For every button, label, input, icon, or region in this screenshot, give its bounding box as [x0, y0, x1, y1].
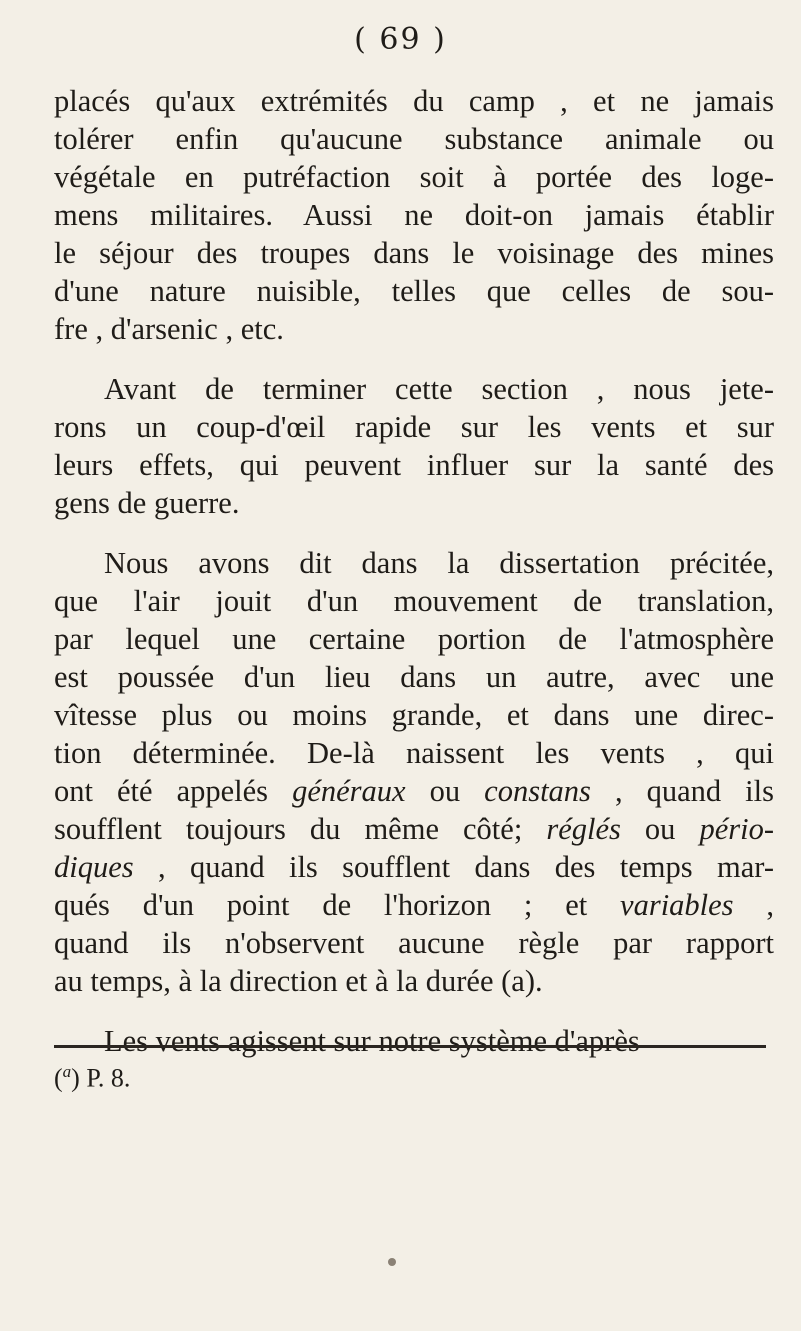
text-line: leurs effets, qui peuvent influer sur la santé des	[54, 448, 774, 482]
text-line: rons un coup-d'œil rapide sur les vents et sur	[54, 410, 774, 444]
text-line: ont été appelés généraux ou constans , quand ils	[54, 774, 774, 808]
paragraph-1	[54, 82, 774, 348]
paragraphs	[54, 82, 774, 772]
text-line: quand ils n'observent aucune règle par rapport	[54, 926, 774, 960]
text-line: tion déterminée. De-là naissent les vents , qui	[54, 736, 774, 770]
paragraph-3-continued	[54, 772, 774, 1000]
page-number: ( 69 )	[354, 22, 447, 57]
text-line: gens de guerre.	[54, 486, 240, 520]
body-text	[54, 82, 774, 1060]
paragraph-3	[54, 544, 774, 772]
last-paragraph: Les vents agissent sur notre système d'après	[104, 1024, 640, 1058]
text-line: est poussée d'un lieu dans un autre, avec une	[54, 660, 774, 694]
text-line: par lequel une certaine portion de l'atmosphère	[54, 622, 774, 656]
footnote-rule	[54, 1045, 766, 1048]
text-line: Nous avons dit dans la dissertation précitée,	[104, 546, 774, 580]
text-line: vîtesse plus ou moins grande, et dans une direc-	[54, 698, 774, 732]
text-line: placés qu'aux extrémités du camp , et ne jamais	[54, 84, 774, 118]
ink-spot	[388, 1258, 396, 1266]
text-line: végétale en putréfaction soit à portée des loge-	[54, 160, 774, 194]
text-line: soufflent toujours du même côté; réglés ou pério-	[54, 812, 774, 846]
text-line: fre , d'arsenic , etc.	[54, 312, 284, 346]
text-line: diques , quand ils soufflent dans des temps mar-	[54, 850, 774, 884]
text-line: au temps, à la direction et à la durée (a).	[54, 964, 543, 998]
text-line: Avant de terminer cette section , nous jete-	[104, 372, 774, 406]
text-line: que l'air jouit d'un mouvement de translation,	[54, 584, 774, 618]
text-line: d'une nature nuisible, telles que celles de sou-	[54, 274, 774, 308]
text-line: qués d'un point de l'horizon ; et variables ,	[54, 888, 774, 922]
text-line: tolérer enfin qu'aucune substance animale ou	[54, 122, 774, 156]
paragraph-2	[54, 370, 774, 522]
text-line: le séjour des troupes dans le voisinage des mines	[54, 236, 774, 270]
footnote: ($^a$) P. 8.	[54, 1062, 131, 1093]
text-line: mens militaires. Aussi ne doit-on jamais établir	[54, 198, 774, 232]
